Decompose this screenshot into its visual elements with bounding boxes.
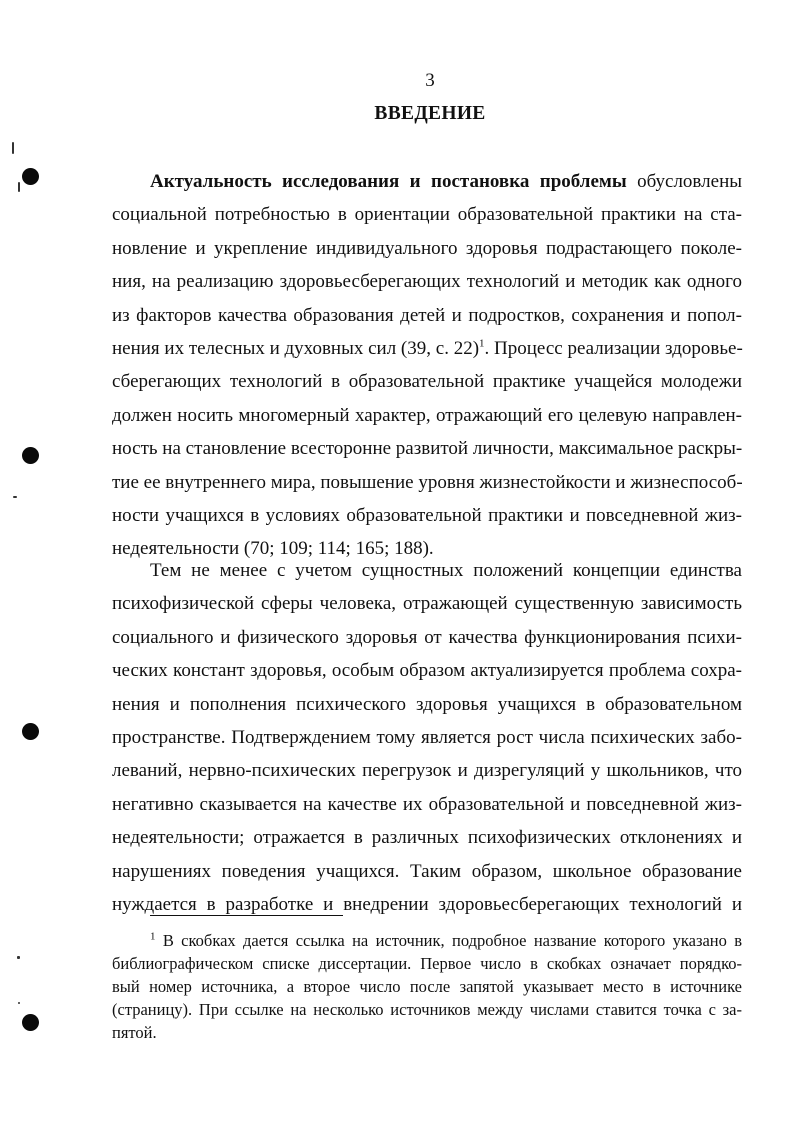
lead-rest-text: обусловлены [626,171,742,192]
footnote-reference: 1 [479,337,485,350]
paragraph-line [112,165,742,198]
scan-speck [17,956,20,959]
footnote-line: пятой. [112,1023,157,1042]
paragraph-1 [112,165,742,566]
paragraph-line: социальной потребностью в ориентации образовательной практики на ста- [112,204,742,226]
footnote-mark: 1 [150,930,156,943]
scan-speck [18,1002,20,1004]
scan-speck [18,182,20,192]
binder-hole-2 [22,447,39,464]
footnote-divider [150,915,343,916]
paragraph-line: сберегающих технологий в образовательной практике учащейся молодежи [112,371,742,393]
footnote [112,929,742,1044]
page-number: 3 [425,70,435,91]
paragraph-line: ность на становление всесторонне развитой личности, максимальное раскры- [112,438,743,460]
footnote-line: библиографическом списке диссертации. Первое число в скобках означает порядко- [112,954,742,973]
section-heading: ВВЕДЕНИЕ [374,103,486,124]
paragraph-line: ния, на реализацию здоровьесберегающих технологий и методик как одного [112,271,742,293]
binder-hole-4 [22,1014,39,1031]
paragraph-line: недеятельности; отражается в различных психофизических отклонениях и [112,827,742,849]
paragraph-line: тие ее внутреннего мира, повышение уровня жизнестойкости и жизнеспособ- [112,471,743,493]
paragraph-2 [112,554,742,921]
paragraph-line: Тем не менее с учетом сущностных положений концепции единства [150,560,742,581]
paragraph-line: леваний, нервно-психических перегрузок и дизрегуляций у школьников, что [112,760,742,782]
paragraph-line: недеятельности (70; 109; 114; 165; 188). [112,538,434,560]
binder-hole-3 [22,723,39,740]
line-text: . Процесс реализации здоровье- [484,338,743,360]
footnote-line: вый номер источника, а второе число после запятой указывает место в источнике [112,977,742,996]
footnote-text: В скобках дается ссылка на источник, подробное название которого указано в [155,931,742,950]
footnote-line: (страницу). При ссылке на несколько источников между числами ставится точка с за- [112,1000,742,1019]
paragraph-line: ности учащихся в условиях образовательной практики и повседневной жиз- [112,505,742,527]
footnote-line [112,929,742,952]
paragraph-line [112,332,742,365]
paragraph-line: психофизической сферы человека, отражающей существенную зависимость [112,593,742,615]
scan-speck [13,496,17,498]
paragraph-line: нарушениях поведения учащихся. Таким образом, школьное образование [112,860,742,882]
lead-bold-text: Актуальность исследования и постановка проблемы [150,171,627,192]
paragraph-line: негативно сказывается на качестве их образовательной и повседневной жиз- [112,793,742,815]
paragraph-line: новление и укрепление индивидуального здоровья подрастающего поколе- [112,237,742,259]
paragraph-line: из факторов качества образования детей и подростков, сохранения и попол- [112,304,742,326]
paragraph-line: нуждается в разработке и внедрении здоровьесберегающих технологий и [112,894,742,916]
scan-speck [12,142,14,154]
paragraph-line: нения и пополнения психического здоровья учащихся в образовательном [112,693,742,715]
binder-hole-1 [22,168,39,185]
paragraph-line: должен носить многомерный характер, отражающий его целевую направлен- [112,404,742,426]
paragraph-line: социального и физического здоровья от качества функционирования психи- [112,626,742,648]
line-text: нения их телесных и духовных сил (39, с. 22) [112,338,480,360]
paragraph-line: ческих констант здоровья, особым образом актуализируется проблема сохра- [112,660,742,682]
paragraph-line: пространстве. Подтверждением тому является рост числа психических забо- [112,727,742,749]
